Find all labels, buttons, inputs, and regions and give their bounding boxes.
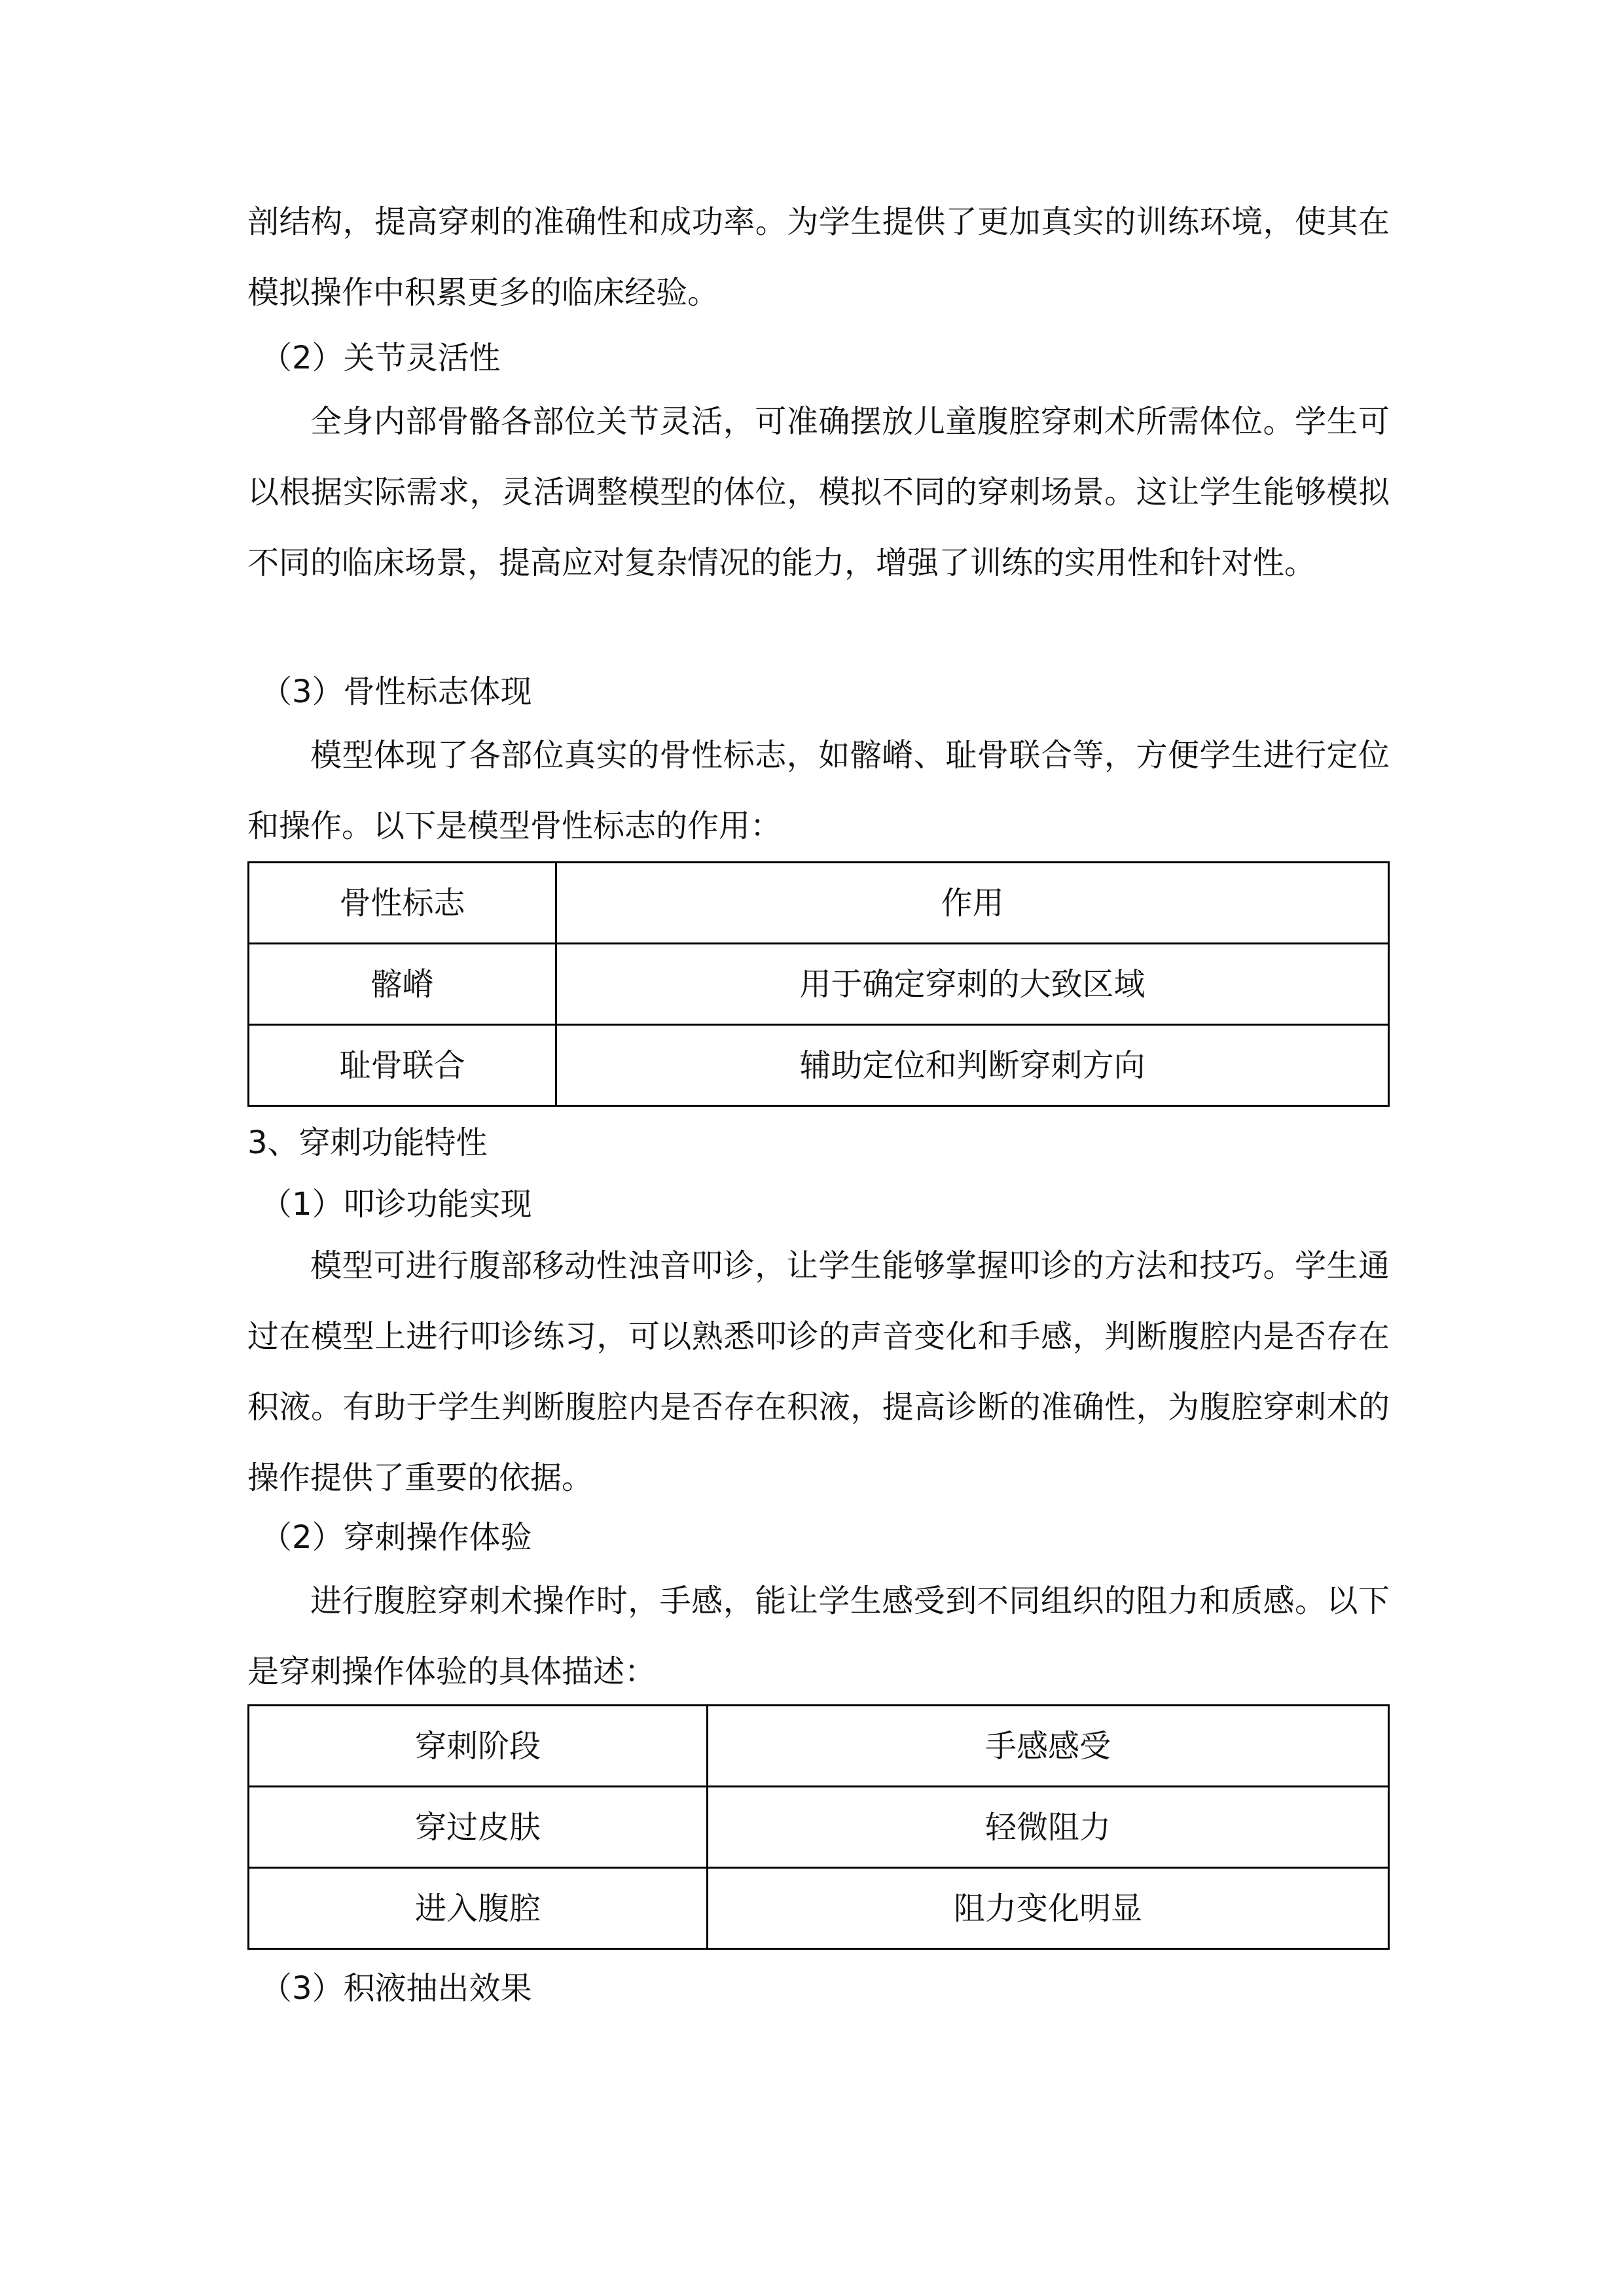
paragraph-bone-landmarks: 模型体现了各部位真实的骨性标志，如髂嵴、耻骨联合等，方便学生进行定位和操作。以下是模型骨性标志的作用：	[247, 737, 1390, 844]
table-header-cell: 骨性标志	[249, 863, 556, 944]
table-cell: 进入腹腔	[249, 1868, 708, 1949]
heading-percussion: （1）叩诊功能实现	[261, 1186, 532, 1223]
table-cell: 髂嵴	[249, 944, 556, 1025]
paragraph-continuation: 剖结构，提高穿刺的准确性和成功率。为学生提供了更加真实的训练环境，使其在模拟操作中积累更多的临床经验。	[247, 204, 1390, 311]
table-header-cell: 作用	[556, 863, 1389, 944]
paragraph-joint-flexibility: 全身内部骨骼各部位关节灵活，可准确摆放儿童腹腔穿刺术所需体位。学生可以根据实际需求，灵活调整模型的体位，模拟不同的穿刺场景。这让学生能够模拟不同的临床场景，提高应对复杂情况的能力，增强了训练的实用性和针对性。	[247, 403, 1390, 581]
table-header-cell: 穿刺阶段	[249, 1706, 708, 1787]
heading-fluid-extraction: （3）积液抽出效果	[261, 1970, 532, 2007]
bone-landmark-table	[247, 861, 1390, 1107]
table-cell: 穿过皮肤	[249, 1787, 708, 1868]
table-cell: 阻力变化明显	[708, 1868, 1389, 1949]
table-row	[249, 1025, 1389, 1106]
heading-bone-landmarks: （3）骨性标志体现	[261, 673, 532, 710]
table-header-cell: 手感感受	[708, 1706, 1389, 1787]
table-row	[249, 944, 1389, 1025]
heading-puncture-operation: （2）穿刺操作体验	[261, 1519, 532, 1556]
heading-puncture-features: 3、穿刺功能特性	[247, 1124, 488, 1161]
table-row	[249, 1787, 1389, 1868]
table-header-row	[249, 1706, 1389, 1787]
table-cell: 辅助定位和判断穿刺方向	[556, 1025, 1389, 1106]
heading-joint-flexibility: （2）关节灵活性	[261, 340, 501, 376]
puncture-stage-table	[247, 1704, 1390, 1950]
table-header-row	[249, 863, 1389, 944]
paragraph-puncture-operation: 进行腹腔穿刺术操作时，手感，能让学生感受到不同组织的阻力和质感。以下是穿刺操作体验的具体描述：	[247, 1583, 1390, 1690]
table-row	[249, 1868, 1389, 1949]
table-cell: 用于确定穿刺的大致区域	[556, 944, 1389, 1025]
table-cell: 耻骨联合	[249, 1025, 556, 1106]
table-cell: 轻微阻力	[708, 1787, 1389, 1868]
paragraph-percussion: 模型可进行腹部移动性浊音叩诊，让学生能够掌握叩诊的方法和技巧。学生通过在模型上进行叩诊练习，可以熟悉叩诊的声音变化和手感，判断腹腔内是否存在积液。有助于学生判断腹腔内是否存在积液，提高诊断的准确性，为腹腔穿刺术的操作提供了重要的依据。	[247, 1247, 1390, 1496]
